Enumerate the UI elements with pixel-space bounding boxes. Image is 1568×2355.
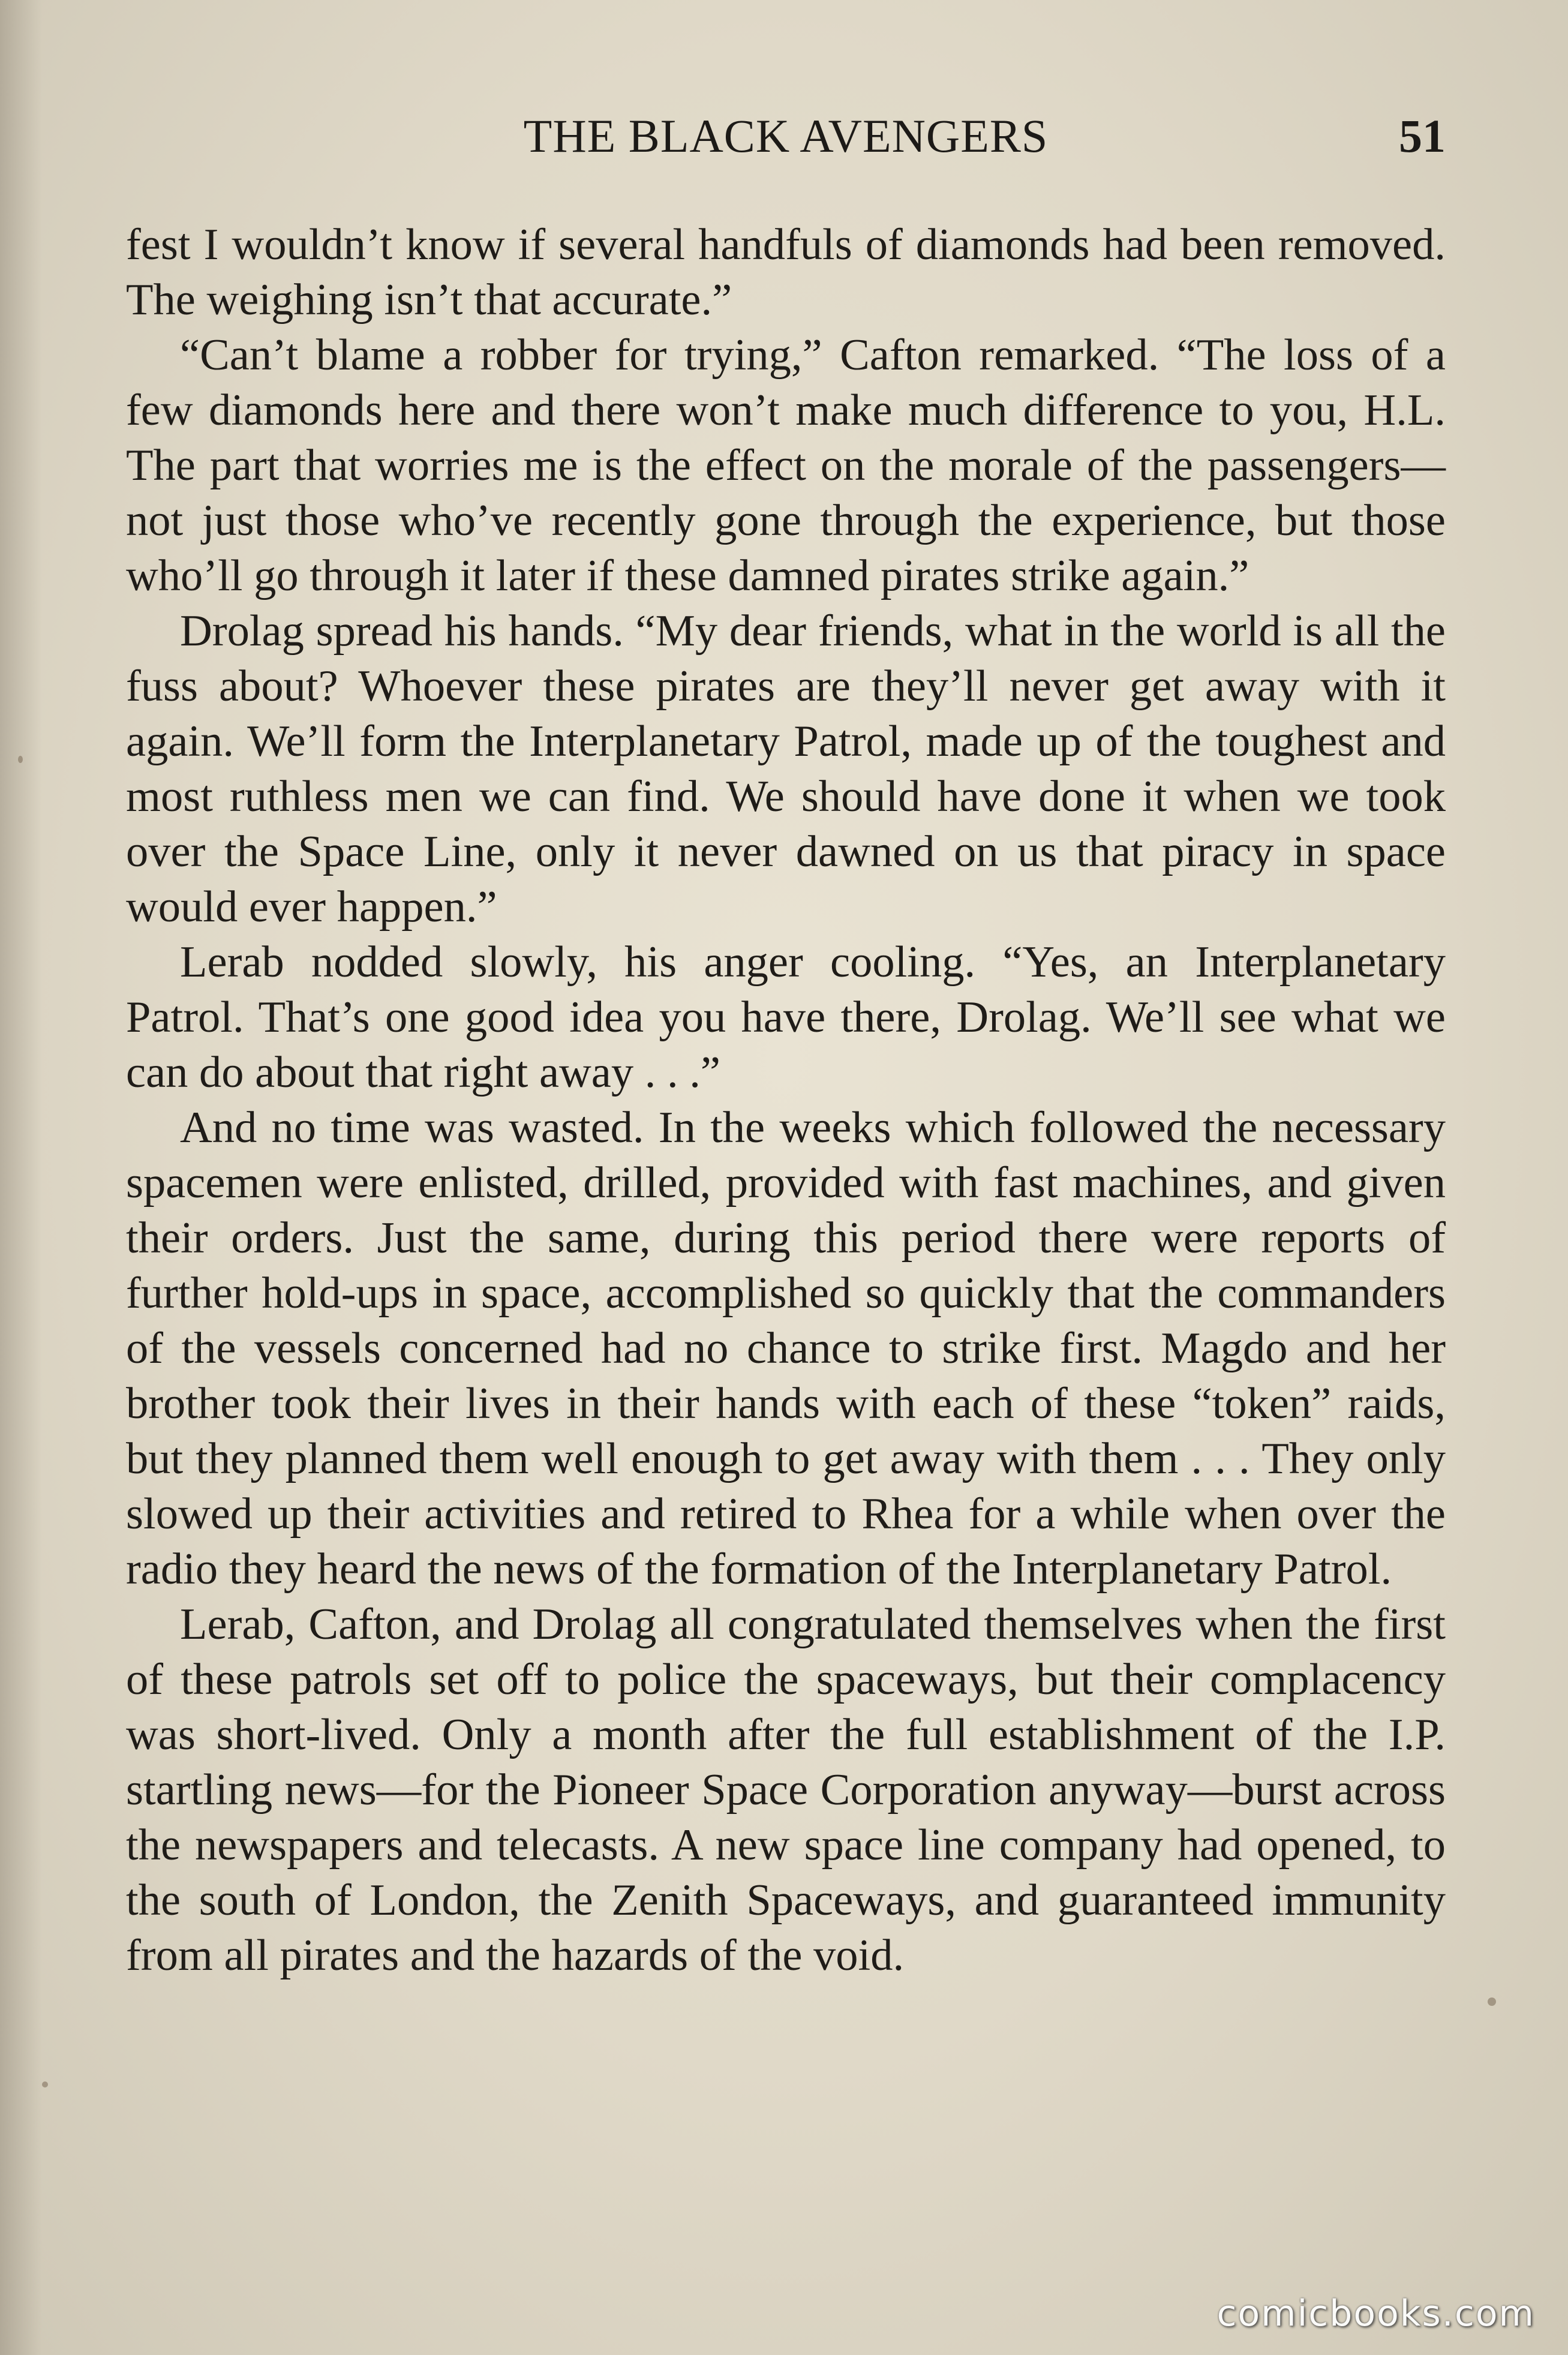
- page-number: 51: [1399, 110, 1446, 162]
- watermark-logo: comicbooks.com: [1216, 2293, 1535, 2335]
- page-gutter-shadow: [0, 0, 42, 2355]
- paragraph: Drolag spread his hands. “My dear friends, what in the world is all the fuss about? Whoever these pirates are they’ll never get away with it again. We’ll form the Interplanetary Patrol, made up of the toughest and most ruthless men we can find. We should have done it when we took over the Space Line, only it never dawned on us that piracy in space would ever happen.”: [126, 606, 1446, 932]
- paragraph: “Can’t blame a robber for trying,” Cafton remarked. “The loss of a few diamonds here and there won’t make much difference to you, H.L. The part that worries me is the effect on the morale of the passengers—not just those who’ve recently gone through the experience, but those who’ll go through it later if these damned pirates strike again.”: [126, 331, 1446, 600]
- running-title: THE BLACK AVENGERS: [523, 110, 1049, 162]
- paragraph: Lerab, Cafton, and Drolag all congratulated themselves when the first of these patrols set off to police the spaceways, but their complacency was short-lived. Only a month after the full establishment of the I.P. startling news—for the Pioneer Space Corporation anyway—burst across the newspapers and telecasts. A new space line company had opened, to the south of London, the Zenith Spaceways, and guaranteed immunity from all pirates and the hazards of the void.: [126, 1600, 1446, 1980]
- page-header: [126, 103, 1446, 169]
- paper-speck: [18, 756, 23, 763]
- paragraph: And no time was wasted. In the weeks which followed the necessary spacemen were enlisted, drilled, provided with fast machines, and given their orders. Just the same, during this period there were reports of further hold-ups in space, accomplished so quickly that the commanders of the vessels concerned had no chance to strike first. Magdo and her brother took their lives in their hands with each of these “token” raids, but they planned them well enough to get away with them . . . They only slowed up their activities and retired to Rhea for a while when over the radio they heard the news of the formation of the Interplanetary Patrol.: [126, 1103, 1446, 1594]
- paragraph: fest I wouldn’t know if several handfuls of diamonds had been removed. The weighing isn’t that accurate.”: [126, 220, 1446, 325]
- paragraph: Lerab nodded slowly, his anger cooling. “Yes, an Interplanetary Patrol. That’s one good idea you have there, Drolag. We’ll see what we can do about that right away . . .”: [126, 938, 1446, 1097]
- body-text: [126, 217, 1446, 1983]
- paper-speck: [1488, 1997, 1496, 2006]
- paper-speck: [42, 2081, 48, 2087]
